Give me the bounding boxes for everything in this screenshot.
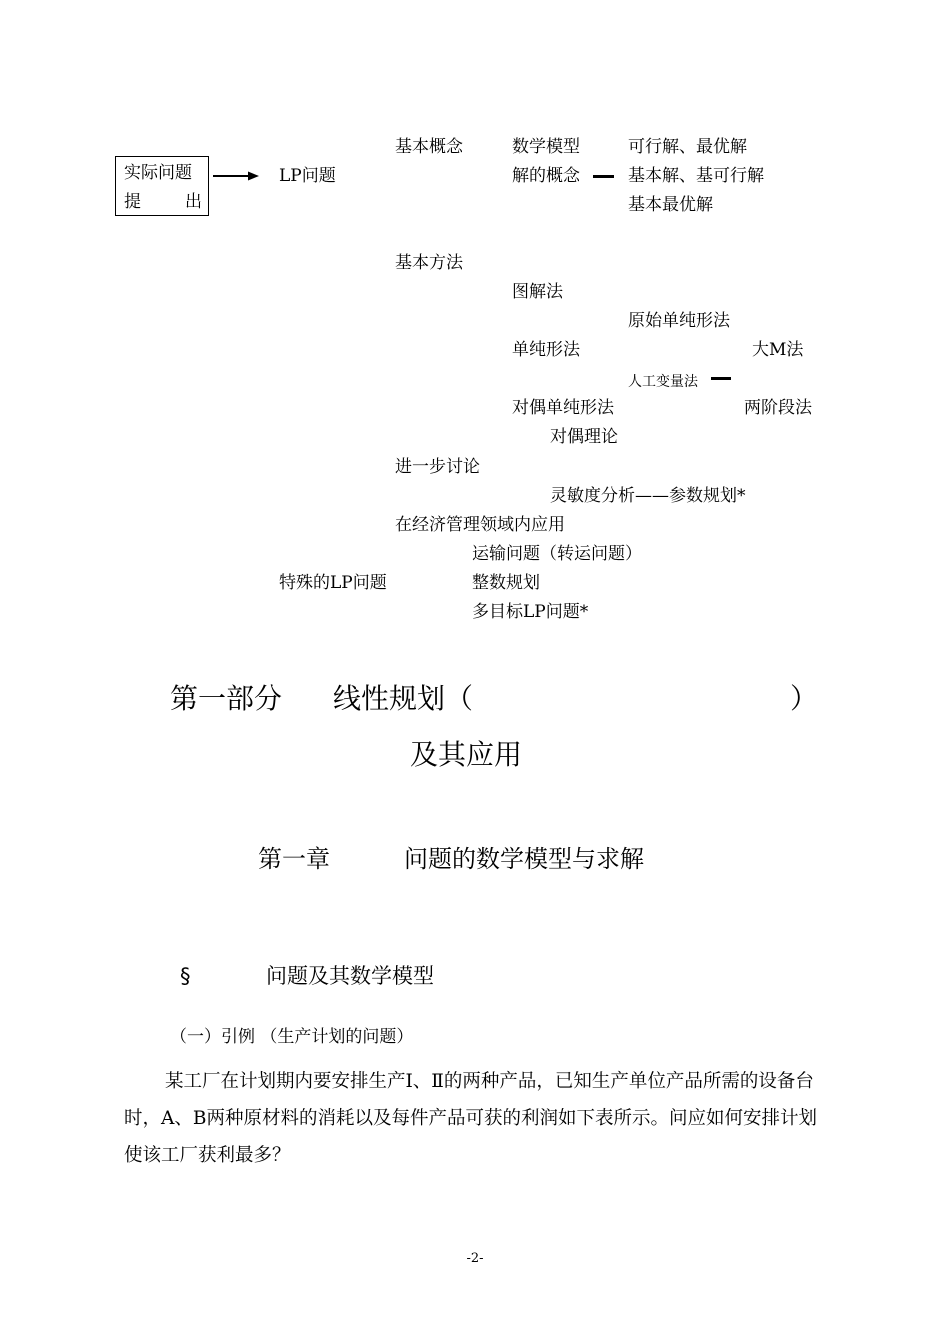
connector-dash	[711, 377, 731, 380]
lp-label: LP问题	[279, 166, 336, 186]
basic-optimal: 基本最优解	[628, 195, 713, 215]
paragraph-text: 某工厂在计划期内要安排生产Ⅰ、Ⅱ的两种产品，已知生产单位产品所需的设备台时，A、B两种原材料的消耗以及每件产品可获的利润如下表所示。问应如何安排计划使该工厂获利最多？	[124, 1071, 817, 1166]
box-line-2	[124, 192, 202, 212]
part-title-line2: 及其应用	[410, 738, 523, 771]
basic-methods: 基本方法	[395, 253, 463, 273]
part-title: 线性规划（	[333, 682, 474, 715]
part-label: 第一部分	[170, 682, 283, 715]
basic-concepts: 基本概念	[395, 137, 463, 157]
integer-programming: 整数规划	[472, 573, 540, 593]
subsection-heading: （一）引例 （生产计划的问题）	[170, 1027, 414, 1047]
simplex-method: 单纯形法	[512, 340, 580, 360]
box-line-1: 实际问题	[124, 163, 192, 183]
special-lp: 特殊的LP问题	[279, 573, 387, 593]
feasible-optimal: 可行解、最优解	[628, 137, 747, 157]
multi-objective-lp: 多目标LP问题*	[472, 602, 589, 622]
two-phase-method: 两阶段法	[744, 398, 812, 418]
box-line-2-b: 出	[185, 192, 202, 212]
sensitivity-analysis: 灵敏度分析——参数规划*	[550, 486, 746, 506]
solution-concept: 解的概念	[512, 166, 580, 186]
chapter-title: 问题的数学模型与求解	[404, 845, 644, 873]
dual-simplex: 对偶单纯形法	[512, 398, 614, 418]
body-paragraph	[124, 1063, 834, 1174]
math-model: 数学模型	[512, 137, 580, 157]
problem-box	[115, 156, 209, 216]
artificial-variable-method: 人工变量法	[628, 374, 698, 390]
arrow-right-icon	[213, 168, 259, 184]
graphical-method: 图解法	[512, 282, 563, 302]
big-m-method: 大M法	[752, 340, 804, 360]
connector-dash	[593, 175, 614, 178]
duality-theory: 对偶理论	[550, 427, 618, 447]
primal-simplex: 原始单纯形法	[628, 311, 730, 331]
chapter-label: 第一章	[258, 845, 330, 873]
page-number: -2-	[466, 1251, 484, 1266]
basic-solution: 基本解、基可行解	[628, 166, 764, 186]
further-discussion: 进一步讨论	[395, 457, 480, 477]
section-symbol: §	[180, 964, 191, 988]
section-title: 问题及其数学模型	[266, 964, 434, 988]
economic-applications: 在经济管理领域内应用	[395, 515, 565, 535]
box-line-2-a: 提	[124, 192, 141, 212]
transport-problem: 运输问题（转运问题）	[472, 544, 642, 564]
part-title-close: ）	[790, 682, 819, 715]
